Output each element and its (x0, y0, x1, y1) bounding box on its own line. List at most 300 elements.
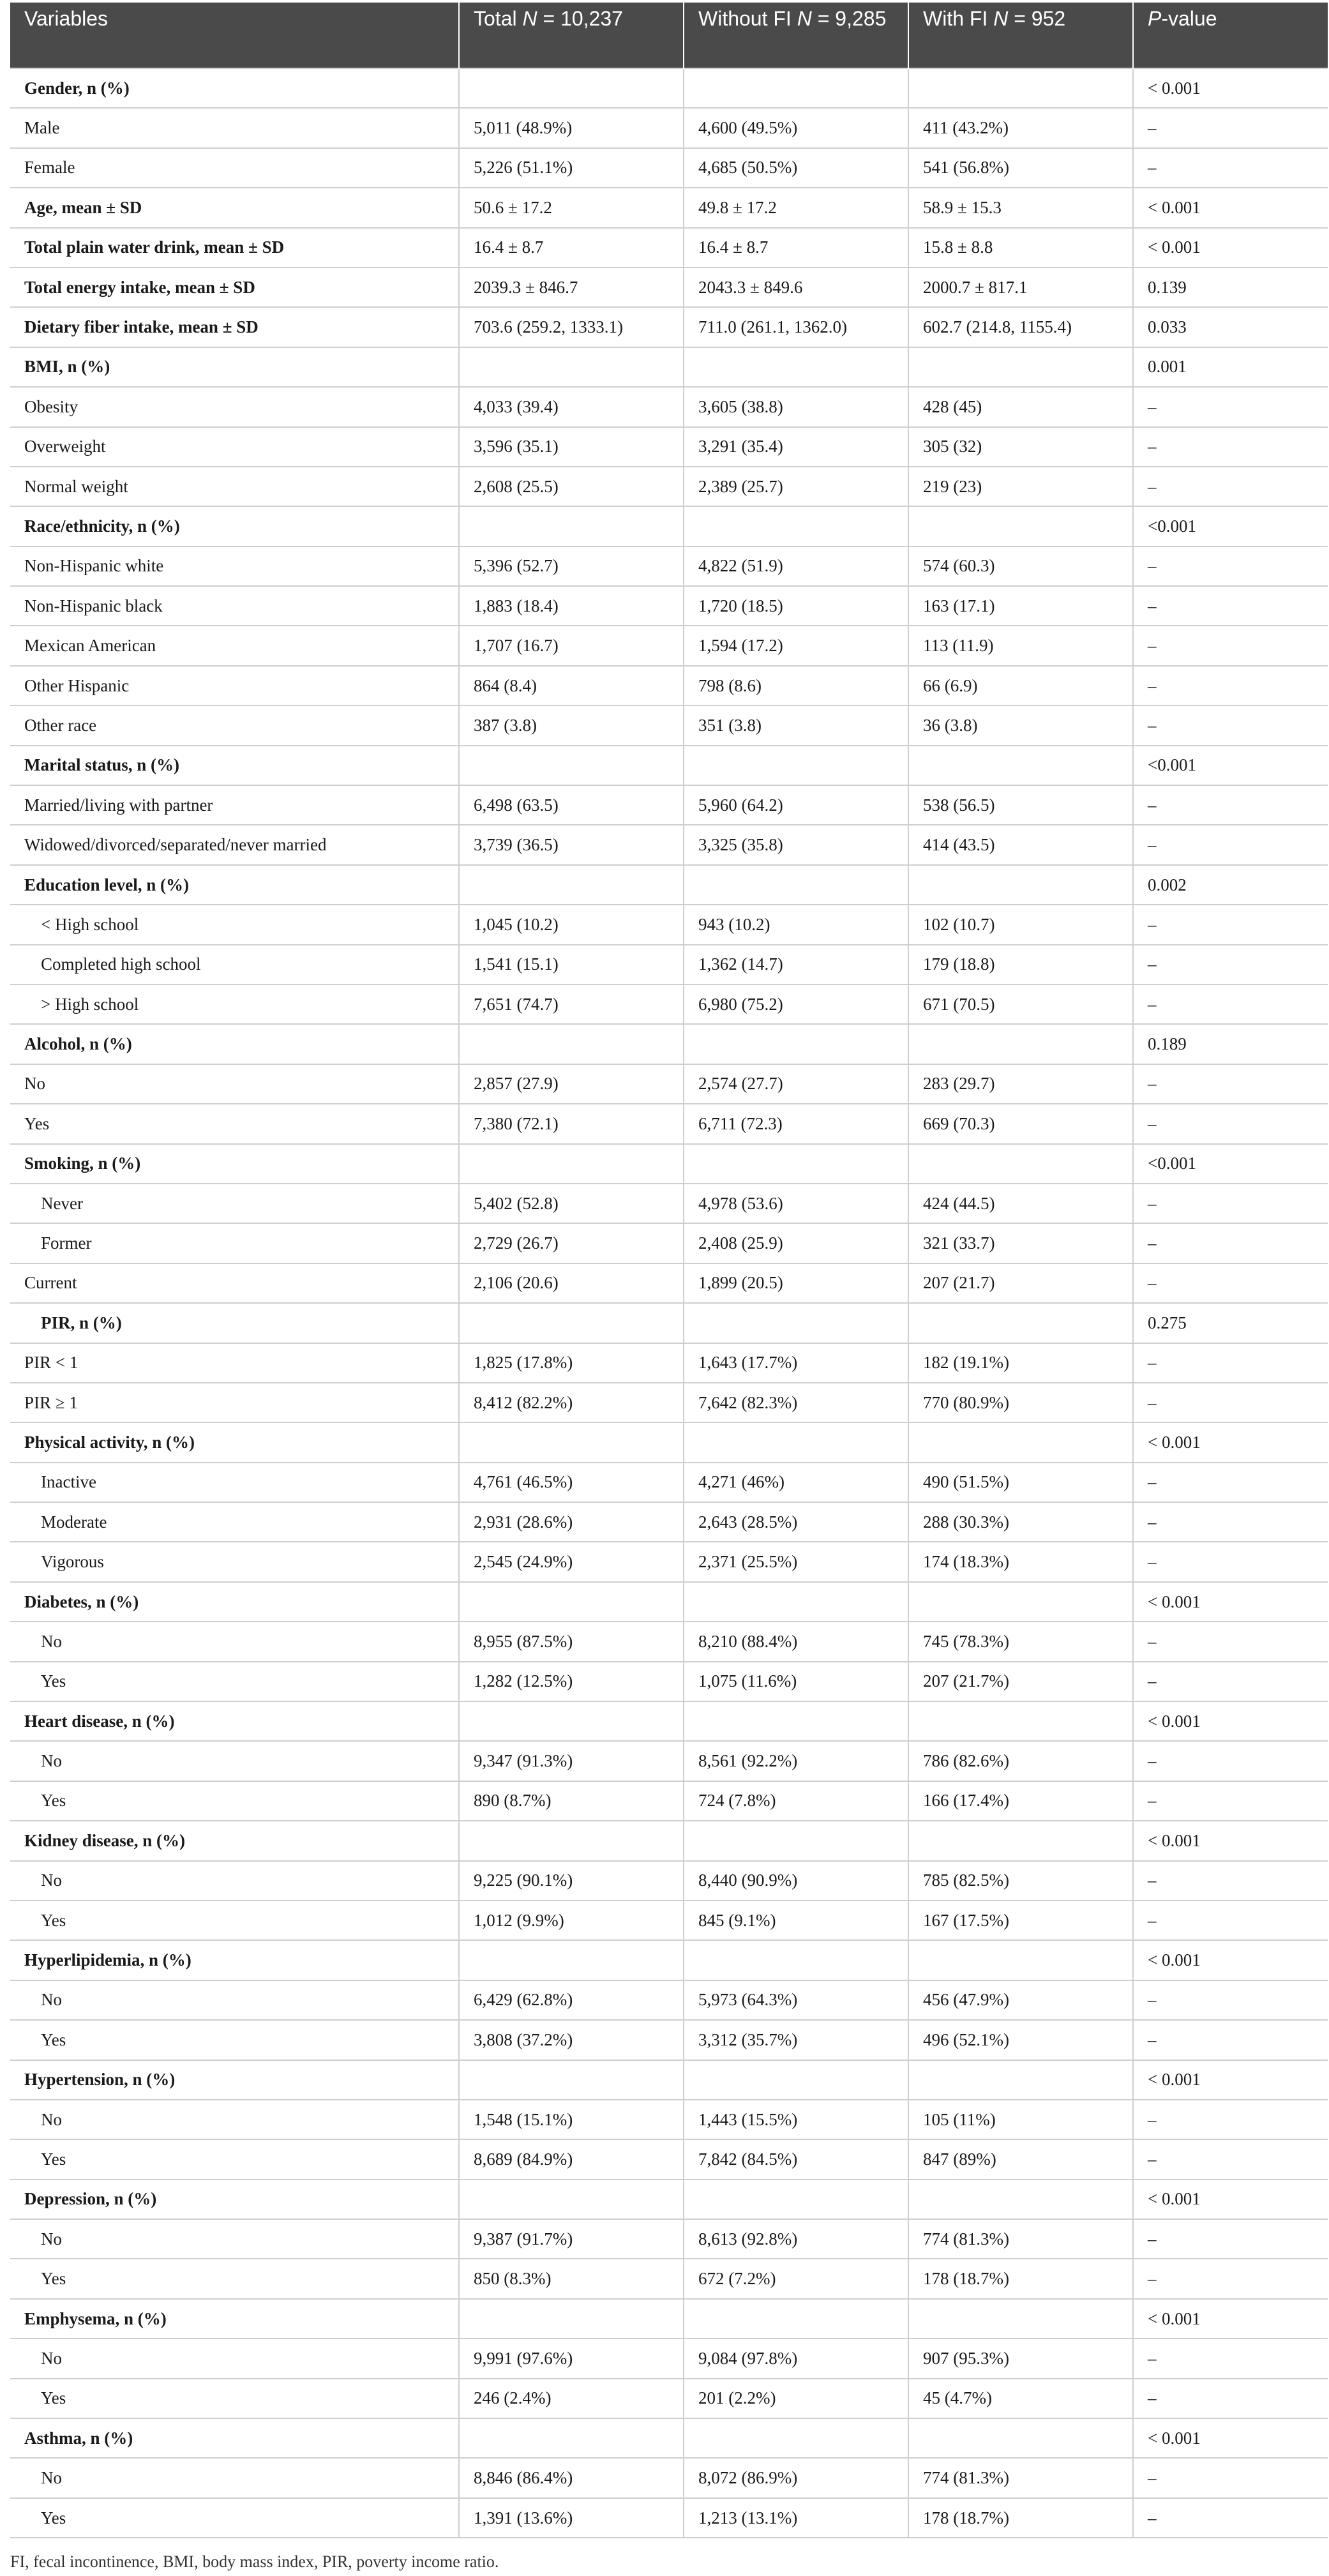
cell-without-fi: 1,643 (17.7%) (684, 1343, 908, 1383)
cell-p-value: – (1133, 1741, 1328, 1781)
cell-without-fi: 8,613 (92.8%) (684, 2219, 908, 2259)
cell-variable: Yes (10, 2498, 459, 2538)
cell-total (459, 1422, 684, 1462)
cell-total (459, 347, 684, 387)
cell-with-fi: 167 (17.5%) (908, 1901, 1133, 1940)
section-row (10, 1422, 1328, 1462)
table-row (10, 1662, 1328, 1701)
table-row (10, 1980, 1328, 2020)
cell-variable: Hypertension, n (%) (10, 2060, 459, 2100)
cell-p-value: – (1133, 2219, 1328, 2259)
cell-with-fi: 541 (56.8%) (908, 148, 1133, 188)
section-row (10, 347, 1328, 387)
cell-p-value: < 0.001 (1133, 2060, 1328, 2100)
cell-p-value: – (1133, 2100, 1328, 2139)
cell-p-value: – (1133, 2339, 1328, 2378)
cell-without-fi: 1,213 (13.1%) (684, 2498, 908, 2538)
cell-p-value: – (1133, 108, 1328, 147)
cell-with-fi: 774 (81.3%) (908, 2219, 1133, 2259)
cell-p-value: < 0.001 (1133, 1582, 1328, 1622)
characteristics-table (10, 3, 1328, 2538)
cell-variable: Mexican American (10, 626, 459, 665)
cell-with-fi: 163 (17.1) (908, 586, 1133, 626)
cell-p-value: – (1133, 1463, 1328, 1502)
cell-with-fi: 671 (70.5) (908, 984, 1133, 1024)
table-row (10, 2458, 1328, 2497)
table-row (10, 945, 1328, 984)
table-row (10, 1781, 1328, 1821)
cell-with-fi (908, 1701, 1133, 1741)
cell-variable: No (10, 2339, 459, 2378)
cell-variable: Alcohol, n (%) (10, 1024, 459, 1064)
table-row (10, 2259, 1328, 2298)
section-row (10, 2299, 1328, 2339)
cell-with-fi: 36 (3.8) (908, 705, 1133, 745)
cell-variable: Overweight (10, 427, 459, 467)
cell-without-fi (684, 1144, 908, 1184)
cell-p-value: – (1133, 1263, 1328, 1303)
cell-total: 1,548 (15.1%) (459, 2100, 684, 2139)
header-text: Without FI (698, 7, 797, 30)
cell-total (459, 746, 684, 785)
cell-variable: Vigorous (10, 1542, 459, 1581)
cell-variable: PIR, n (%) (10, 1303, 459, 1343)
table-row (10, 427, 1328, 467)
table-row (10, 1223, 1328, 1263)
cell-with-fi: 207 (21.7) (908, 1263, 1133, 1303)
cell-without-fi: 711.0 (261.1, 1362.0) (684, 307, 908, 347)
cell-total: 9,991 (97.6%) (459, 2339, 684, 2378)
cell-with-fi: 770 (80.9%) (908, 1383, 1133, 1422)
cell-p-value: – (1133, 1542, 1328, 1581)
cell-with-fi (908, 1303, 1133, 1343)
cell-with-fi (908, 746, 1133, 785)
cell-without-fi: 8,561 (92.2%) (684, 1741, 908, 1781)
cell-variable: Widowed/divorced/separated/never married (10, 825, 459, 864)
cell-without-fi: 9,084 (97.8%) (684, 2339, 908, 2378)
cell-variable: Education level, n (%) (10, 865, 459, 905)
cell-total: 387 (3.8) (459, 705, 684, 745)
table-row (10, 984, 1328, 1024)
table-row (10, 1861, 1328, 1901)
cell-with-fi (908, 506, 1133, 546)
cell-variable: Female (10, 148, 459, 188)
cell-variable: Hyperlipidemia, n (%) (10, 1940, 459, 1980)
cell-variable: No (10, 2219, 459, 2259)
header-text: Variables (24, 7, 109, 30)
cell-total: 2,729 (26.7) (459, 1223, 684, 1263)
cell-with-fi: 174 (18.3%) (908, 1542, 1133, 1581)
cell-without-fi (684, 347, 908, 387)
cell-with-fi: 58.9 ± 15.3 (908, 188, 1133, 227)
header-without-fi (684, 3, 908, 68)
cell-without-fi (684, 2180, 908, 2219)
cell-p-value: – (1133, 626, 1328, 665)
cell-total (459, 1701, 684, 1741)
cell-p-value: 0.275 (1133, 1303, 1328, 1343)
cell-variable: Non-Hispanic white (10, 546, 459, 586)
cell-without-fi: 1,899 (20.5) (684, 1263, 908, 1303)
cell-variable: Completed high school (10, 945, 459, 984)
header-text: -value (1161, 7, 1217, 30)
cell-total (459, 2180, 684, 2219)
cell-with-fi: 538 (56.5) (908, 785, 1133, 825)
cell-total (459, 506, 684, 546)
cell-p-value: < 0.001 (1133, 2180, 1328, 2219)
cell-variable: PIR ≥ 1 (10, 1383, 459, 1422)
cell-total (459, 1144, 684, 1184)
cell-variable: BMI, n (%) (10, 347, 459, 387)
cell-total: 8,955 (87.5%) (459, 1622, 684, 1661)
cell-variable: Male (10, 108, 459, 147)
cell-variable: No (10, 1064, 459, 1104)
cell-total (459, 2299, 684, 2339)
table-row (10, 785, 1328, 825)
cell-without-fi: 798 (8.6) (684, 666, 908, 705)
cell-without-fi: 2043.3 ± 849.6 (684, 267, 908, 307)
cell-variable: Smoking, n (%) (10, 1144, 459, 1184)
cell-with-fi: 574 (60.3) (908, 546, 1133, 586)
section-row (10, 228, 1328, 267)
cell-with-fi: 166 (17.4%) (908, 1781, 1133, 1821)
cell-p-value: < 0.001 (1133, 1821, 1328, 1860)
cell-variable: Dietary fiber intake, mean ± SD (10, 307, 459, 347)
cell-variable: Inactive (10, 1463, 459, 1502)
section-row (10, 506, 1328, 546)
cell-variable: Married/living with partner (10, 785, 459, 825)
cell-variable: Obesity (10, 387, 459, 426)
cell-with-fi (908, 2180, 1133, 2219)
cell-total: 246 (2.4%) (459, 2379, 684, 2418)
cell-total (459, 68, 684, 108)
cell-total: 1,825 (17.8%) (459, 1343, 684, 1383)
cell-p-value: – (1133, 1901, 1328, 1940)
header-text: = 952 (1008, 7, 1066, 30)
cell-without-fi: 7,642 (82.3%) (684, 1383, 908, 1422)
cell-with-fi: 669 (70.3) (908, 1104, 1133, 1143)
cell-total: 7,651 (74.7) (459, 984, 684, 1024)
cell-with-fi: 490 (51.5%) (908, 1463, 1133, 1502)
cell-total (459, 1940, 684, 1980)
table-row (10, 467, 1328, 506)
cell-total (459, 2418, 684, 2458)
cell-without-fi: 4,600 (49.5%) (684, 108, 908, 147)
cell-variable: Other Hispanic (10, 666, 459, 705)
table-row (10, 1622, 1328, 1661)
cell-without-fi: 1,362 (14.7) (684, 945, 908, 984)
cell-p-value: – (1133, 2139, 1328, 2179)
cell-total: 2,545 (24.9%) (459, 1542, 684, 1581)
table-row (10, 1343, 1328, 1383)
table-row (10, 1263, 1328, 1303)
cell-total (459, 865, 684, 905)
cell-variable: Total plain water drink, mean ± SD (10, 228, 459, 267)
cell-without-fi: 3,312 (35.7%) (684, 2020, 908, 2060)
cell-without-fi: 201 (2.2%) (684, 2379, 908, 2418)
cell-p-value: < 0.001 (1133, 1701, 1328, 1741)
table-row (10, 1184, 1328, 1223)
header-p-value (1133, 3, 1328, 68)
table-body (10, 68, 1328, 2538)
cell-variable: Moderate (10, 1502, 459, 1542)
cell-without-fi: 3,325 (35.8) (684, 825, 908, 864)
cell-with-fi: 786 (82.6%) (908, 1741, 1133, 1781)
cell-total: 850 (8.3%) (459, 2259, 684, 2298)
cell-with-fi: 907 (95.3%) (908, 2339, 1133, 2378)
section-row (10, 746, 1328, 785)
table-row (10, 1104, 1328, 1143)
cell-p-value: < 0.001 (1133, 188, 1328, 227)
cell-without-fi: 49.8 ± 17.2 (684, 188, 908, 227)
cell-without-fi: 1,720 (18.5) (684, 586, 908, 626)
cell-without-fi: 845 (9.1%) (684, 1901, 908, 1940)
cell-variable: Physical activity, n (%) (10, 1422, 459, 1462)
cell-total: 1,012 (9.9%) (459, 1901, 684, 1940)
table-row (10, 1502, 1328, 1542)
cell-total: 1,282 (12.5%) (459, 1662, 684, 1701)
cell-with-fi: 182 (19.1%) (908, 1343, 1133, 1383)
cell-with-fi: 178 (18.7%) (908, 2498, 1133, 2538)
cell-total: 1,045 (10.2) (459, 905, 684, 944)
cell-variable: Non-Hispanic black (10, 586, 459, 626)
table-row (10, 666, 1328, 705)
cell-total: 1,391 (13.6%) (459, 2498, 684, 2538)
table-row (10, 108, 1328, 147)
cell-variable: Yes (10, 2139, 459, 2179)
cell-with-fi: 321 (33.7) (908, 1223, 1133, 1263)
cell-without-fi (684, 2418, 908, 2458)
cell-without-fi (684, 1821, 908, 1860)
cell-without-fi (684, 865, 908, 905)
cell-p-value: – (1133, 945, 1328, 984)
cell-variable: > High school (10, 984, 459, 1024)
cell-without-fi: 5,973 (64.3%) (684, 1980, 908, 2020)
cell-total: 2,106 (20.6) (459, 1263, 684, 1303)
cell-variable: Never (10, 1184, 459, 1223)
cell-total: 5,226 (51.1%) (459, 148, 684, 188)
cell-with-fi (908, 1582, 1133, 1622)
cell-p-value: 0.189 (1133, 1024, 1328, 1064)
cell-without-fi: 4,978 (53.6) (684, 1184, 908, 1223)
cell-p-value: – (1133, 387, 1328, 426)
header-row (10, 3, 1328, 68)
cell-p-value: – (1133, 1980, 1328, 2020)
cell-with-fi: 456 (47.9%) (908, 1980, 1133, 2020)
cell-without-fi: 8,210 (88.4%) (684, 1622, 908, 1661)
cell-with-fi (908, 1144, 1133, 1184)
cell-variable: Yes (10, 2379, 459, 2418)
section-row (10, 1303, 1328, 1343)
cell-without-fi: 672 (7.2%) (684, 2259, 908, 2298)
cell-with-fi: 745 (78.3%) (908, 1622, 1133, 1661)
cell-p-value: < 0.001 (1133, 1940, 1328, 1980)
cell-with-fi: 288 (30.3%) (908, 1502, 1133, 1542)
cell-with-fi: 179 (18.8) (908, 945, 1133, 984)
section-row (10, 68, 1328, 108)
table-container (10, 3, 1328, 2538)
cell-total: 8,689 (84.9%) (459, 2139, 684, 2179)
table-row (10, 1542, 1328, 1581)
table-row (10, 2339, 1328, 2378)
cell-with-fi (908, 1024, 1133, 1064)
table-row (10, 1463, 1328, 1502)
cell-p-value: 0.002 (1133, 865, 1328, 905)
table-row (10, 1064, 1328, 1104)
cell-without-fi (684, 506, 908, 546)
header-with-fi (908, 3, 1133, 68)
cell-with-fi (908, 1422, 1133, 1462)
cell-p-value: < 0.001 (1133, 68, 1328, 108)
cell-variable: Other race (10, 705, 459, 745)
section-row (10, 2060, 1328, 2100)
cell-variable: No (10, 1861, 459, 1901)
cell-total: 1,541 (15.1) (459, 945, 684, 984)
table-row (10, 546, 1328, 586)
cell-p-value: – (1133, 984, 1328, 1024)
table-row (10, 1901, 1328, 1940)
cell-without-fi (684, 2060, 908, 2100)
cell-p-value: – (1133, 1662, 1328, 1701)
cell-p-value: < 0.001 (1133, 2418, 1328, 2458)
cell-p-value: – (1133, 1781, 1328, 1821)
cell-p-value: – (1133, 666, 1328, 705)
cell-without-fi (684, 1940, 908, 1980)
cell-total: 3,596 (35.1) (459, 427, 684, 467)
section-row (10, 1582, 1328, 1622)
section-row (10, 1821, 1328, 1860)
cell-p-value: – (1133, 2379, 1328, 2418)
cell-without-fi (684, 746, 908, 785)
cell-without-fi: 2,643 (28.5%) (684, 1502, 908, 1542)
cell-p-value: – (1133, 1104, 1328, 1143)
cell-p-value: – (1133, 705, 1328, 745)
cell-p-value: – (1133, 785, 1328, 825)
cell-total: 6,498 (63.5) (459, 785, 684, 825)
cell-p-value: – (1133, 1064, 1328, 1104)
table-row (10, 2100, 1328, 2139)
table-row (10, 2139, 1328, 2179)
cell-p-value: <0.001 (1133, 506, 1328, 546)
cell-variable: < High school (10, 905, 459, 944)
table-row (10, 2219, 1328, 2259)
cell-p-value: – (1133, 586, 1328, 626)
cell-variable: Race/ethnicity, n (%) (10, 506, 459, 546)
cell-with-fi: 105 (11%) (908, 2100, 1133, 2139)
cell-with-fi: 847 (89%) (908, 2139, 1133, 2179)
cell-with-fi (908, 68, 1133, 108)
cell-variable: No (10, 1980, 459, 2020)
cell-total (459, 1303, 684, 1343)
cell-variable: Yes (10, 1104, 459, 1143)
cell-without-fi: 724 (7.8%) (684, 1781, 908, 1821)
header-variables (10, 3, 459, 68)
cell-without-fi (684, 68, 908, 108)
cell-without-fi: 3,605 (38.8) (684, 387, 908, 426)
cell-p-value: < 0.001 (1133, 1422, 1328, 1462)
cell-variable: Former (10, 1223, 459, 1263)
cell-variable: Depression, n (%) (10, 2180, 459, 2219)
cell-total: 5,011 (48.9%) (459, 108, 684, 147)
cell-variable: Diabetes, n (%) (10, 1582, 459, 1622)
table-row (10, 1383, 1328, 1422)
cell-variable: Yes (10, 1781, 459, 1821)
section-row (10, 2418, 1328, 2458)
cell-total: 50.6 ± 17.2 (459, 188, 684, 227)
cell-without-fi: 943 (10.2) (684, 905, 908, 944)
cell-p-value: 0.001 (1133, 347, 1328, 387)
cell-p-value: – (1133, 546, 1328, 586)
cell-total (459, 1024, 684, 1064)
cell-variable: No (10, 2458, 459, 2497)
cell-total: 9,387 (91.7%) (459, 2219, 684, 2259)
cell-variable: Total energy intake, mean ± SD (10, 267, 459, 307)
cell-total: 2,608 (25.5) (459, 467, 684, 506)
section-row (10, 2180, 1328, 2219)
cell-with-fi (908, 2060, 1133, 2100)
cell-variable: No (10, 2100, 459, 2139)
cell-with-fi (908, 2418, 1133, 2458)
cell-p-value: – (1133, 825, 1328, 864)
cell-p-value: < 0.001 (1133, 228, 1328, 267)
cell-without-fi: 7,842 (84.5%) (684, 2139, 908, 2179)
header-text: With FI (923, 7, 994, 30)
cell-without-fi: 6,980 (75.2) (684, 984, 908, 1024)
cell-total: 890 (8.7%) (459, 1781, 684, 1821)
cell-total: 2039.3 ± 846.7 (459, 267, 684, 307)
cell-total (459, 1582, 684, 1622)
table-row (10, 586, 1328, 626)
cell-without-fi (684, 1582, 908, 1622)
cell-p-value: – (1133, 467, 1328, 506)
cell-total (459, 1821, 684, 1860)
cell-with-fi: 66 (6.9) (908, 666, 1133, 705)
header-text: Total (474, 7, 523, 30)
table-header (10, 3, 1328, 68)
cell-variable: PIR < 1 (10, 1343, 459, 1383)
cell-total: 9,225 (90.1%) (459, 1861, 684, 1901)
header-total (459, 3, 684, 68)
cell-p-value: 0.033 (1133, 307, 1328, 347)
cell-without-fi: 16.4 ± 8.7 (684, 228, 908, 267)
cell-without-fi: 2,408 (25.9) (684, 1223, 908, 1263)
table-row (10, 626, 1328, 665)
table-row (10, 1741, 1328, 1781)
cell-without-fi: 4,271 (46%) (684, 1463, 908, 1502)
cell-p-value: – (1133, 427, 1328, 467)
cell-with-fi (908, 865, 1133, 905)
cell-without-fi: 4,685 (50.5%) (684, 148, 908, 188)
cell-with-fi: 428 (45) (908, 387, 1133, 426)
cell-variable: Age, mean ± SD (10, 188, 459, 227)
table-row (10, 705, 1328, 745)
cell-p-value: < 0.001 (1133, 2299, 1328, 2339)
cell-p-value: – (1133, 1184, 1328, 1223)
header-text: = 9,285 (811, 7, 887, 30)
cell-p-value: – (1133, 1502, 1328, 1542)
cell-without-fi: 351 (3.8) (684, 705, 908, 745)
cell-p-value: – (1133, 1223, 1328, 1263)
cell-total: 703.6 (259.2, 1333.1) (459, 307, 684, 347)
cell-with-fi: 113 (11.9) (908, 626, 1133, 665)
cell-p-value: – (1133, 148, 1328, 188)
header-text: = 10,237 (537, 7, 623, 30)
table-row (10, 387, 1328, 426)
cell-with-fi: 414 (43.5) (908, 825, 1133, 864)
cell-total: 16.4 ± 8.7 (459, 228, 684, 267)
cell-p-value: – (1133, 1622, 1328, 1661)
section-row (10, 1144, 1328, 1184)
cell-with-fi: 305 (32) (908, 427, 1133, 467)
